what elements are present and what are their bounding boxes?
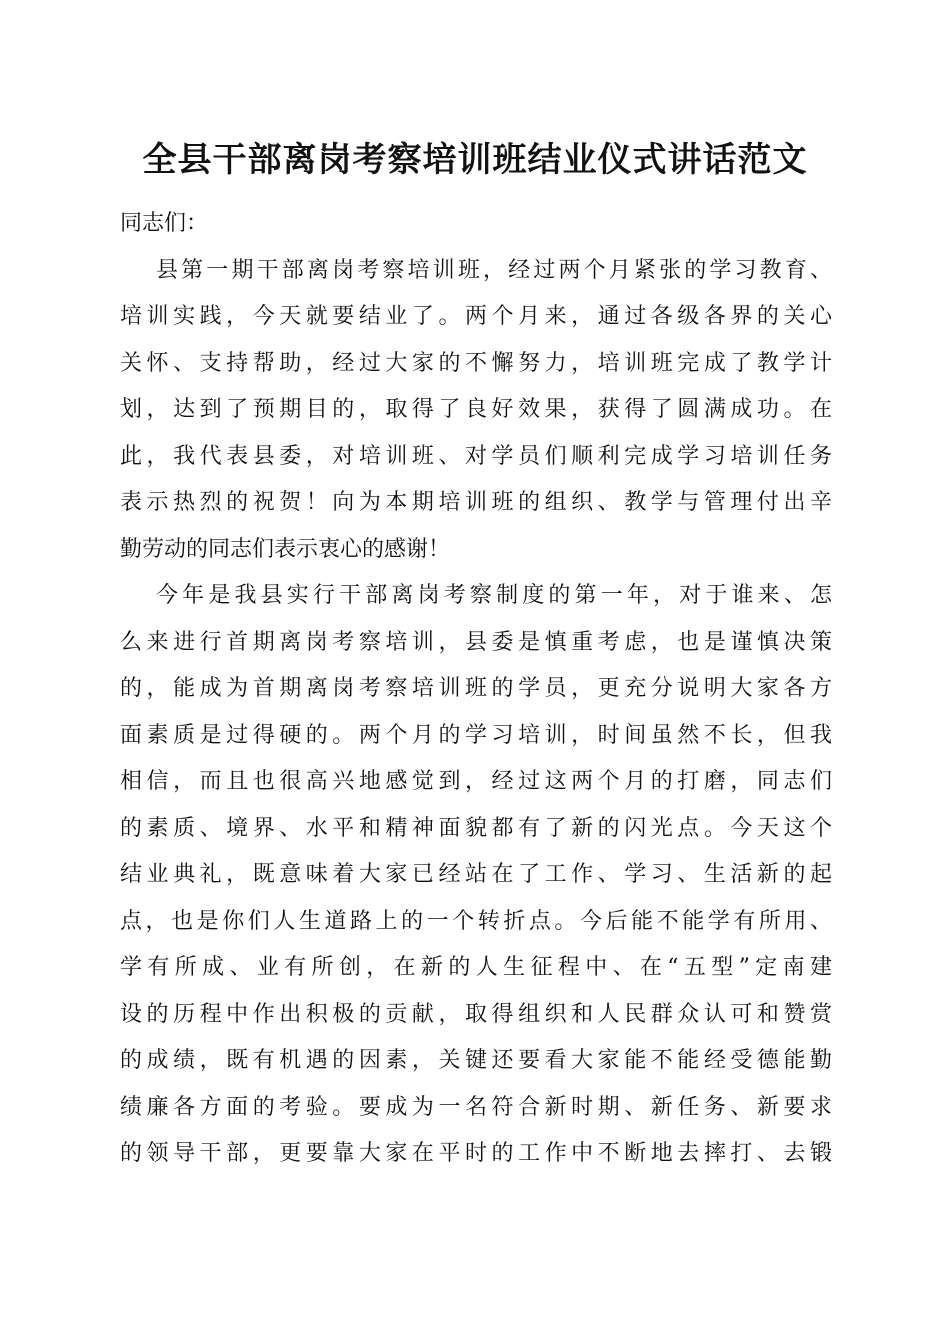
paragraph-2 xyxy=(120,573,832,1178)
document-title: 全县干部离岗考察培训班结业仪式讲话范文 xyxy=(142,140,808,180)
paragraph-1 xyxy=(120,248,832,574)
paragraph-line: 关怀、支持帮助，经过大家的不懈努力，培训班完成了教学计 xyxy=(120,350,832,376)
paragraph-line: 结业典礼，既意味着大家已经站在了工作、学习、生活新的起 xyxy=(120,862,832,887)
paragraph-line: 的素质、境界、水平和精神面貌都有了新的闪光点。今天这个 xyxy=(120,815,832,841)
paragraph-line: 此，我代表县委，对培训班、对学员们顺利完成学习培训任务 xyxy=(120,443,832,469)
paragraph-line: 今年是我县实行干部离岗考察制度的第一年，对于谁来、怎 xyxy=(156,583,832,608)
paragraph-line: 点，也是你们人生道路上的一个转折点。今后能不能学有所用、 xyxy=(120,908,832,934)
paragraph-line: 么来进行首期离岗考察培训，县委是慎重考虑，也是谨慎决策 xyxy=(120,629,832,655)
paragraph-line: 培训实践，今天就要结业了。两个月来，通过各级各界的关心 xyxy=(120,304,832,329)
paragraph-line: 划，达到了预期目的，取得了良好效果，获得了圆满成功。在 xyxy=(120,397,832,422)
paragraph-line: 相信，而且也很高兴地感觉到，经过这两个月的打磨，同志们 xyxy=(120,769,832,794)
paragraph-line: 县第一期干部离岗考察培训班，经过两个月紧张的学习教育、 xyxy=(156,257,832,283)
paragraph-line: 面素质是过得硬的。两个月的学习培训，时间虽然不长，但我 xyxy=(120,722,832,748)
paragraph-line: 设的历程中作出积极的贡献，取得组织和人民群众认可和赞赏 xyxy=(120,1001,832,1027)
salutation: 同志们： xyxy=(120,211,209,236)
document-body xyxy=(120,201,832,1178)
paragraph-line: 勤劳动的同志们表示衷心的感谢！ xyxy=(120,536,451,562)
paragraph-line: 学有所成、业有所创，在新的人生征程中、在“五型”定南建 xyxy=(120,955,832,980)
paragraph-line: 表示热烈的祝贺！向为本期培训班的组织、教学与管理付出辛 xyxy=(120,490,832,515)
paragraph-line: 的，能成为首期离岗考察培训班的学员，更充分说明大家各方 xyxy=(120,676,832,701)
paragraph-line: 的领导干部，更要靠大家在平时的工作中不断地去摔打、去锻 xyxy=(120,1141,832,1166)
paragraph-line: 绩廉各方面的考验。要成为一名符合新时期、新任务、新要求 xyxy=(120,1094,832,1120)
paragraph-line: 的成绩，既有机遇的因素，关键还要看大家能不能经受德能勤 xyxy=(120,1048,832,1073)
